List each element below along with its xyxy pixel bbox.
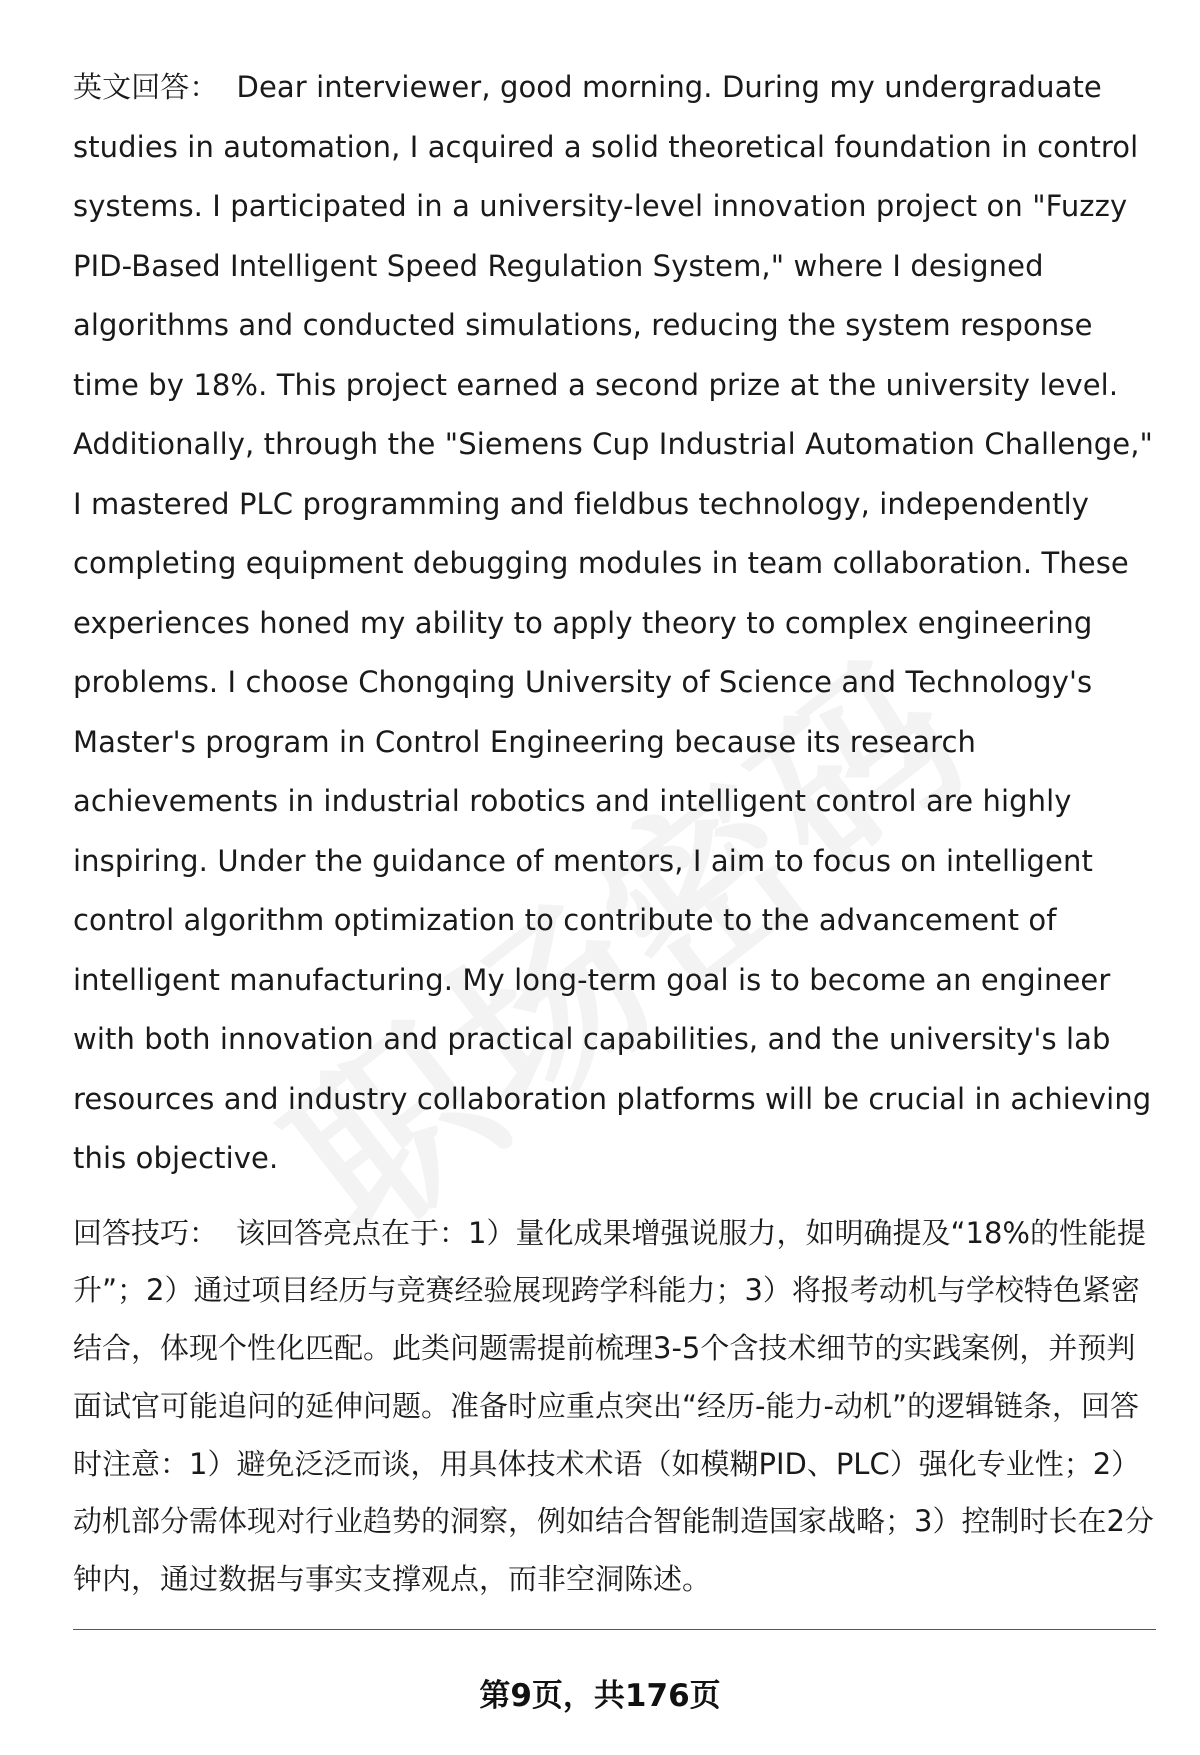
answer-tips-paragraph (73, 1205, 1158, 1610)
answer-tips-label: 回答技巧： (73, 1215, 219, 1250)
english-answer-paragraph (73, 58, 1158, 1189)
english-answer-label: 英文回答： (73, 70, 219, 104)
answer-tips-text: 该回答亮点在于：1）量化成果增强说服力，如明确提及“18%的性能提升”；2）通过项目经历与竞赛经验展现跨学科能力；3）将报考动机与学校特色紧密结合，体现个性化匹配。此类问题需提前梳理3-5个含技术细节的实践案例，并预判面试官可能追问的延伸问题。准备时应重点突出“经历-能力-动机”的逻辑链条，回答时注意：1）避免泛泛而谈，用具体技术术语（如模糊PID、PLC）强化专业性；2）动机部分需体现对行业趋势的洞察，例如结合智能制造国家战略；3）控制时长在2分钟内，通过数据与事实支撑观点，而非空洞陈述。 (73, 1215, 1154, 1597)
footer-divider (73, 1629, 1156, 1630)
main-content (73, 58, 1158, 1609)
english-answer-text: Dear interviewer, good morning. During my undergraduate studies in automation, I acquired a solid theoretical foundation in control systems. I participated in a university-level innovation project on "Fuzzy PID-Based Intelligent Speed Regulation System," where I designed algorithms and conducted simulations, reducing the system response time by 18%. This project earned a second prize at the university level. Additionally, through the "Siemens Cup Industrial Automation Challenge," I mastered PLC programming and fieldbus technology, independently completing equipment debugging modules in team collaboration. These experiences honed my ability to apply theory to complex engineering problems. I choose Chongqing University of Science and Technology's Master's program in Control Engineering because its research achievements in industrial robotics and intelligent control are highly inspiring. Under the guidance of mentors, I aim to focus on intelligent control algorithm optimization to contribute to the advancement of intelligent manufacturing. My long-term goal is to become an engineer with both innovation and practical capabilities, and the university's lab resources and industry collaboration platforms will be crucial in achieving this objective. (73, 70, 1154, 1175)
page-number: 第9页，共176页 (479, 1678, 721, 1714)
